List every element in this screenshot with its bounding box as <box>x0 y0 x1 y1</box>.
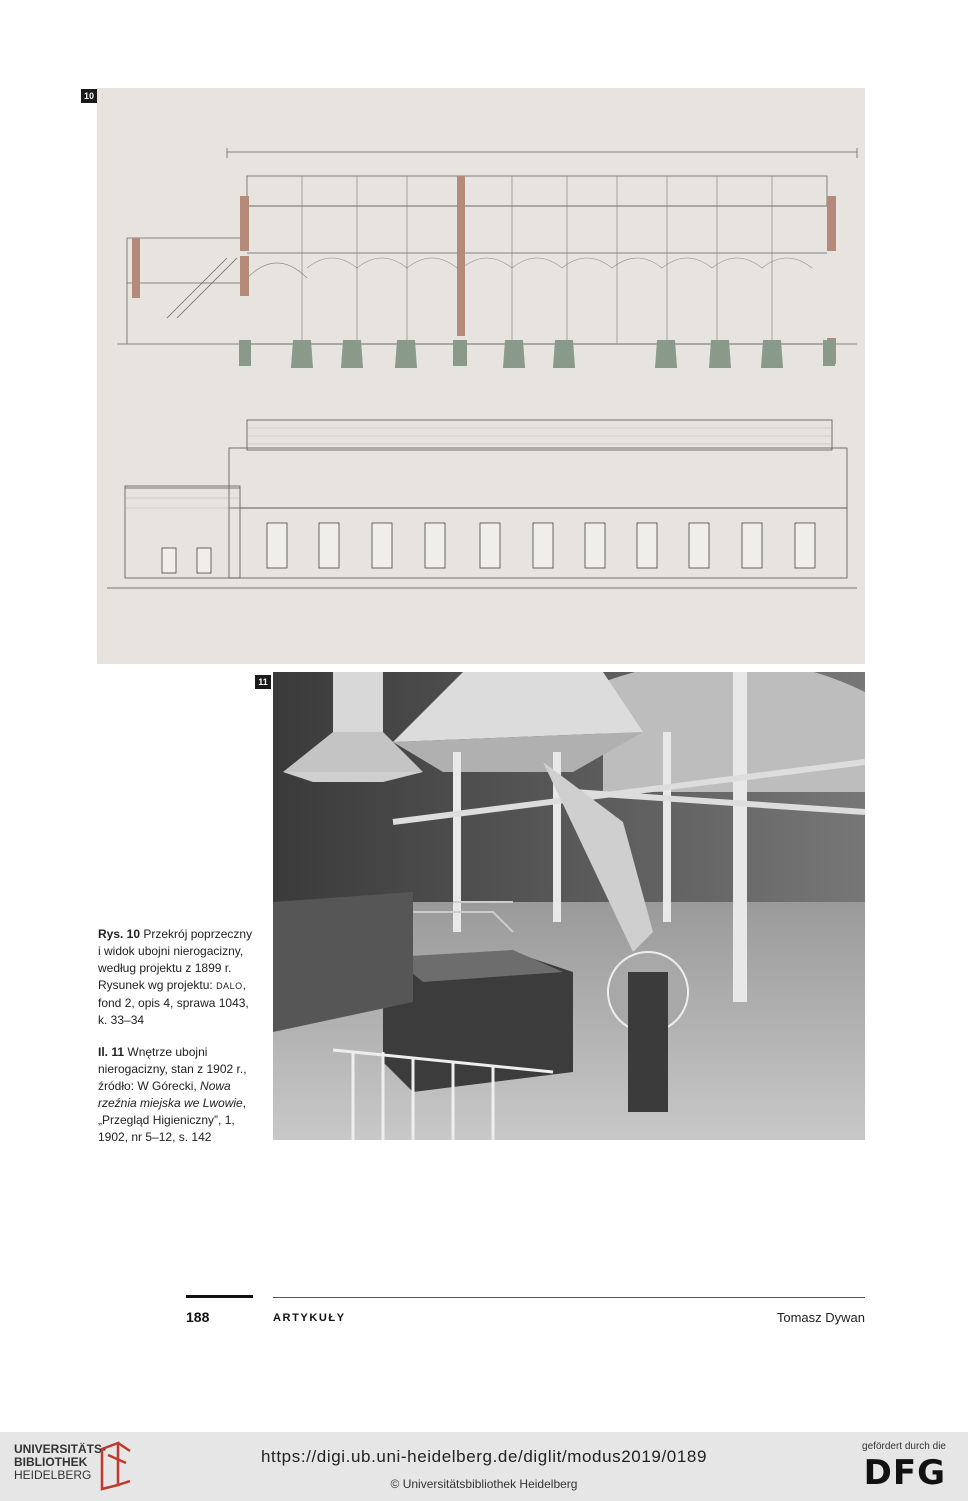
funding-label: gefördert durch die <box>862 1441 946 1452</box>
logo-line-2: BIBLIOTHEK <box>14 1455 88 1469</box>
caption-label: Il. 11 <box>98 1045 125 1059</box>
author-name: Tomasz Dywan <box>776 1310 865 1325</box>
figure-10-drawing <box>97 88 865 664</box>
caption-source-title: Nowa rzeźnia miejska we Lwowie <box>98 1079 243 1110</box>
figure-10-number: 10 <box>81 89 97 103</box>
figure-11-caption <box>98 1044 258 1146</box>
caption-text: , fond 2, opis 4, sprawa 1043, k. 33–34 <box>98 978 249 1027</box>
caption-text: , „Przegląd Higieniczny”, 1, 1902, nr 5–12, s. 142 <box>98 1096 247 1144</box>
section-label: ARTYKUŁY <box>273 1312 346 1324</box>
caption-text: Wnętrze ubojni nierogacizny, stan z 1902 r., źródło: W Górecki, <box>98 1045 247 1093</box>
footer-rule-thin <box>273 1297 865 1298</box>
figure-11-photo <box>273 672 865 1140</box>
page-number: 188 <box>186 1309 210 1325</box>
permalink-url[interactable]: https://digi.ub.uni-heidelberg.de/diglit/modus2019/0189 <box>260 1447 707 1466</box>
figure-11-number: 11 <box>255 675 271 689</box>
dfg-logo[interactable]: DFG <box>863 1453 946 1493</box>
building-section-elevation-drawing <box>97 88 865 664</box>
figure-10-caption <box>98 926 258 1029</box>
caption-text: Przekrój poprzeczny i widok ubojni nierogacizny, według projektu z 1899 r. Rysunek wg projektu: <box>98 927 253 992</box>
copyright-notice: © Universitätsbibliothek Heidelberg <box>390 1477 578 1491</box>
logo-line-3: HEIDELBERG <box>14 1468 92 1482</box>
caption-archive: DALO <box>216 981 243 991</box>
footer-rule-thick <box>186 1295 253 1298</box>
logo-line-1: UNIVERSITÄTS- <box>14 1442 107 1456</box>
caption-label: Rys. 10 <box>98 927 141 941</box>
slaughterhouse-interior-photo <box>273 672 865 1140</box>
